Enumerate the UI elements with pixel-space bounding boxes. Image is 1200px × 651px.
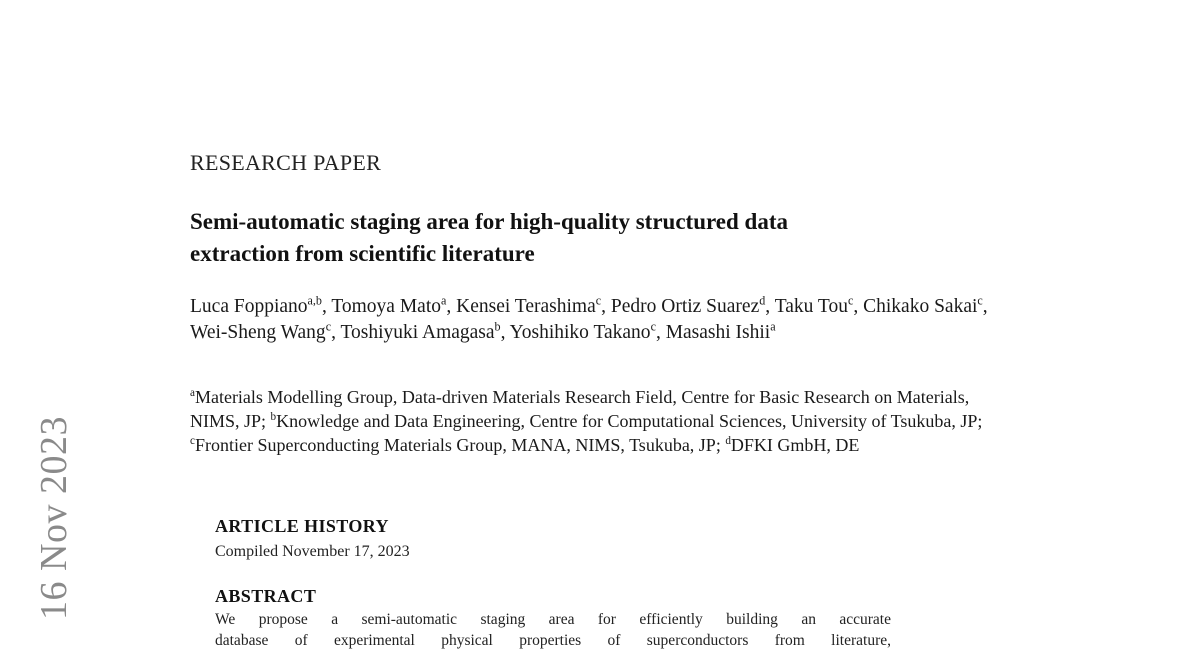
abstract-heading: ABSTRACT: [215, 586, 317, 606]
affiliation: $^d$DFKI GmbH, DE: [725, 435, 860, 455]
author: Toshiyuki Amagasa$^b$,: [340, 319, 510, 343]
author-list: [190, 294, 1000, 346]
title-line: extraction from scientific literature: [190, 241, 535, 266]
abstract-line: We propose a semi-automatic staging area for efficiently building an accurate: [215, 611, 891, 628]
paper-title: [190, 206, 990, 270]
author: Yoshihiko Takano$^c$,: [509, 319, 666, 343]
author: Wei-Sheng Wang$^c$,: [190, 319, 341, 343]
affiliation: $^b$Knowledge and Data Engineering, Centre for Computational Sciences, University of Tsukuba, JP;: [270, 411, 983, 431]
author: Taku Tou$^c$,: [774, 293, 864, 317]
author: Luca Foppiano$^{a,b}$,: [190, 293, 332, 317]
title-line: Semi-automatic staging area for high-quality structured data: [190, 209, 788, 234]
author: Masashi Ishii$^a$: [665, 319, 776, 343]
paper-type-label: RESEARCH PAPER: [190, 150, 382, 175]
affiliation-list: [190, 385, 1000, 457]
abstract-text: [215, 609, 891, 651]
author: Pedro Ortiz Suarez$^d$,: [610, 293, 775, 317]
abstract-line: database of experimental physical properties of superconductors from literature,: [215, 632, 891, 649]
affiliation: $^c$Frontier Superconducting Materials Group, MANA, NIMS, Tsukuba, JP;: [190, 435, 726, 455]
affiliation: $^a$Materials Modelling Group, Data-driven Materials Research Field, Centre for Basic Research on Materials, NIMS, JP;: [190, 387, 970, 431]
compiled-date: Compiled November 17, 2023: [215, 543, 410, 560]
author: Tomoya Mato$^a$,: [331, 293, 457, 317]
author: Kensei Terashima$^c$,: [456, 293, 611, 317]
arxiv-side-stamp: 16 Nov 2023: [33, 416, 75, 620]
author: Chikako Sakai$^c$,: [863, 293, 988, 317]
article-history-heading: ARTICLE HISTORY: [215, 516, 389, 536]
